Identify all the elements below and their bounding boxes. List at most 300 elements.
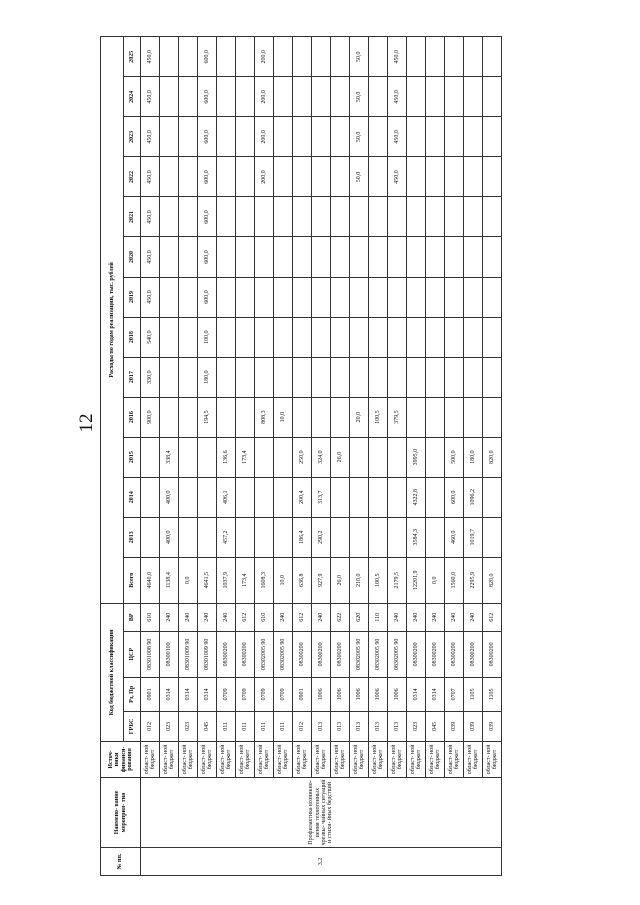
table-cell: 08302005 90 (274, 631, 293, 677)
table-cell (445, 117, 464, 157)
table-cell: 0901 (293, 677, 312, 711)
table-cell (445, 237, 464, 277)
table-cell: 1006 (388, 677, 407, 711)
table-cell (369, 197, 388, 237)
table-cell: 0314 (179, 677, 198, 711)
table-cell: 173,4 (236, 557, 255, 603)
table-cell (217, 237, 236, 277)
table-cell (369, 477, 388, 517)
funding-source: област- ной бюджет (331, 741, 350, 777)
table-cell (312, 397, 331, 437)
table-cell: 600,0 (198, 277, 217, 317)
table-cell: 12201,9 (407, 557, 426, 603)
table-cell (407, 197, 426, 237)
table-cell: 379,5 (388, 397, 407, 437)
table-cell (293, 157, 312, 197)
table-cell (160, 37, 179, 77)
table-cell (274, 117, 293, 157)
table-cell: 460,0 (445, 517, 464, 557)
table-cell (331, 117, 350, 157)
table-cell: 1006 (350, 677, 369, 711)
table-cell (198, 437, 217, 477)
col-header: Рз, Пр (124, 677, 141, 711)
table-cell (217, 357, 236, 397)
table-cell: 1608,3 (255, 557, 274, 603)
table-cell (445, 277, 464, 317)
table-cell (236, 357, 255, 397)
table-cell (255, 317, 274, 357)
table-cell (274, 37, 293, 77)
table-cell (179, 517, 198, 557)
table-cell (179, 237, 198, 277)
table-cell: 08300200 (464, 631, 483, 677)
col-header: 2022 (124, 157, 141, 197)
table-cell: 180,0 (198, 357, 217, 397)
table-cell: 0314 (198, 677, 217, 711)
table-cell: 2179,5 (388, 557, 407, 603)
table-cell: 240 (426, 603, 445, 631)
table-cell: 0314 (407, 677, 426, 711)
table-cell (312, 157, 331, 197)
table-cell (141, 477, 160, 517)
table-cell: 927,9 (312, 557, 331, 603)
table-cell: 240 (160, 603, 179, 631)
header-expenses: Расходы по годам реализации, тыс. рублей (101, 37, 124, 604)
table-cell: 10,0 (274, 557, 293, 603)
table-cell: 500,0 (445, 437, 464, 477)
measure-name: Профилактика возникно- вения техногенных чрезвы- чайных ситуаций и стихи- йных бедствий (141, 777, 502, 847)
table-cell (331, 317, 350, 357)
table-cell (179, 317, 198, 357)
table-row (312, 37, 331, 876)
table-cell (483, 197, 502, 237)
table-row (369, 37, 388, 876)
table-cell (160, 117, 179, 157)
table-cell (426, 277, 445, 317)
table-cell (236, 277, 255, 317)
table-cell: 011 (236, 711, 255, 741)
table-cell (388, 357, 407, 397)
table-cell (179, 117, 198, 157)
table-cell (274, 517, 293, 557)
table-cell: 50,0 (350, 157, 369, 197)
table-cell (407, 77, 426, 117)
funding-source: област- ной бюджет (274, 741, 293, 777)
table-cell: 612 (236, 603, 255, 631)
table-cell: 1006 (369, 677, 388, 711)
table-cell (236, 117, 255, 157)
table-cell: 620 (350, 603, 369, 631)
table-cell (236, 77, 255, 117)
table-cell: 406,1 (217, 477, 236, 517)
table-cell: 50,0 (350, 37, 369, 77)
table-cell (464, 77, 483, 117)
table-cell (369, 517, 388, 557)
funding-source: област- ной бюджет (179, 741, 198, 777)
table-cell (407, 117, 426, 157)
table-cell: 250,0 (293, 437, 312, 477)
table-cell (369, 277, 388, 317)
table-cell (293, 77, 312, 117)
table-cell (255, 277, 274, 317)
table-cell (369, 37, 388, 77)
table-cell: 450,0 (141, 157, 160, 197)
table-cell (369, 157, 388, 197)
table-cell (312, 277, 331, 317)
table-cell: 039 (483, 711, 502, 741)
funding-source: област- ной бюджет (445, 741, 464, 777)
table-cell (388, 517, 407, 557)
table-cell (331, 237, 350, 277)
col-header: 2016 (124, 397, 141, 437)
table-cell (217, 77, 236, 117)
table-cell: 450,0 (388, 117, 407, 157)
table-cell: 023 (407, 711, 426, 741)
table-cell: 08302005 90 (350, 631, 369, 677)
table-cell (255, 437, 274, 477)
table-cell (407, 37, 426, 77)
table-cell (445, 317, 464, 357)
table-cell (255, 477, 274, 517)
table-cell: 330,0 (141, 357, 160, 397)
table-cell (141, 517, 160, 557)
table-cell (350, 317, 369, 357)
funding-source: област- ной бюджет (407, 741, 426, 777)
table-cell (369, 357, 388, 397)
table-cell: 100,0 (198, 317, 217, 357)
table-cell (388, 237, 407, 277)
table-cell: 26,0 (331, 557, 350, 603)
table-cell: 08300100 (160, 631, 179, 677)
table-cell (312, 357, 331, 397)
table-cell (312, 197, 331, 237)
table-cell: 0,0 (426, 557, 445, 603)
table-cell: 820,0 (483, 437, 502, 477)
table-cell: 2295,9 (464, 557, 483, 603)
col-header: 2024 (124, 77, 141, 117)
table-cell: 0314 (426, 677, 445, 711)
table-cell (426, 197, 445, 237)
table-cell: 10,0 (274, 397, 293, 437)
table-cell: 08300200 (217, 631, 236, 677)
funding-source: област- ной бюджет (217, 741, 236, 777)
table-cell (331, 157, 350, 197)
table-cell: 08300200 (483, 631, 502, 677)
table-cell: 0707 (445, 677, 464, 711)
table-cell: 0709 (236, 677, 255, 711)
table-cell: 1105 (483, 677, 502, 711)
funding-source: област- ной бюджет (255, 741, 274, 777)
table-cell (483, 77, 502, 117)
table-cell: 210,0 (350, 557, 369, 603)
table-cell: 240 (407, 603, 426, 631)
table-cell: 013 (388, 711, 407, 741)
table-cell: 450,0 (141, 197, 160, 237)
table-row (293, 37, 312, 876)
table-cell: 012 (141, 711, 160, 741)
header-budget-code: Код бюджетной классификации (101, 603, 124, 741)
table-cell (217, 37, 236, 77)
table-cell (217, 157, 236, 197)
table-cell: 600,0 (198, 37, 217, 77)
funding-source: област- ной бюджет (293, 741, 312, 777)
table-cell (293, 117, 312, 157)
table-cell (236, 157, 255, 197)
table-row (236, 37, 255, 876)
table-cell: 100,5 (369, 397, 388, 437)
table-cell: 622 (331, 603, 350, 631)
funding-source: област- ной бюджет (350, 741, 369, 777)
table-cell: 023 (160, 711, 179, 741)
table-cell (483, 477, 502, 517)
table-cell (464, 397, 483, 437)
col-header: 2023 (124, 117, 141, 157)
table-cell: 194,5 (198, 397, 217, 437)
table-cell (293, 237, 312, 277)
table-cell (369, 237, 388, 277)
table-cell (293, 397, 312, 437)
table-cell (160, 157, 179, 197)
table-cell: 0,0 (179, 557, 198, 603)
table-cell (179, 477, 198, 517)
table-cell: 600,0 (198, 197, 217, 237)
table-cell: 600,0 (198, 77, 217, 117)
table-cell (426, 77, 445, 117)
table-cell (274, 237, 293, 277)
table-cell (445, 357, 464, 397)
table-cell (179, 37, 198, 77)
table-cell: 0901 (141, 677, 160, 711)
table-cell: 610 (255, 603, 274, 631)
col-header: 2021 (124, 197, 141, 237)
table-cell (407, 357, 426, 397)
table-cell: 0709 (255, 677, 274, 711)
table-cell: 186,4 (293, 517, 312, 557)
table-cell (464, 37, 483, 77)
table-cell: 540,0 (141, 317, 160, 357)
funding-source: област- ной бюджет (312, 741, 331, 777)
table-row (255, 37, 274, 876)
table-cell (426, 317, 445, 357)
table-cell: 1006 (312, 677, 331, 711)
table-cell: 011 (274, 711, 293, 741)
table-cell: 08300200 (331, 631, 350, 677)
table-cell (369, 77, 388, 117)
table-cell: 240 (179, 603, 198, 631)
table-cell (312, 117, 331, 157)
table-cell: 039 (464, 711, 483, 741)
table-cell: 039 (445, 711, 464, 741)
table-cell: 1006 (331, 677, 350, 711)
table-cell: 011 (217, 711, 236, 741)
funding-source: област- ной бюджет (198, 741, 217, 777)
table-cell: 1560,0 (445, 557, 464, 603)
table-cell: 1105 (464, 677, 483, 711)
table-cell (236, 517, 255, 557)
table-cell: 400,0 (160, 477, 179, 517)
budget-table (100, 36, 502, 876)
table-cell: 013 (350, 711, 369, 741)
table-cell (255, 197, 274, 237)
table-cell: 820,0 (483, 557, 502, 603)
table-cell (331, 397, 350, 437)
table-cell (483, 357, 502, 397)
table-cell (445, 37, 464, 77)
table-cell: 012 (293, 711, 312, 741)
table-cell (407, 397, 426, 437)
table-cell (483, 37, 502, 77)
table-cell: 013 (369, 711, 388, 741)
table-cell: 457,2 (217, 517, 236, 557)
table-cell (160, 77, 179, 117)
table-cell: 808,3 (255, 397, 274, 437)
table-cell: 450,0 (141, 277, 160, 317)
table-cell (293, 197, 312, 237)
table-cell (312, 317, 331, 357)
table-cell: 08300200 (312, 631, 331, 677)
table-cell (179, 77, 198, 117)
col-header: 2017 (124, 357, 141, 397)
col-header: 2014 (124, 477, 141, 517)
table-cell: 600,0 (198, 117, 217, 157)
table-cell (426, 397, 445, 437)
table-cell (293, 277, 312, 317)
table-cell (198, 517, 217, 557)
table-cell: 290,2 (312, 517, 331, 557)
table-cell (350, 237, 369, 277)
table-cell: 450,0 (388, 77, 407, 117)
table-cell (293, 317, 312, 357)
table-cell: 08300200 (426, 631, 445, 677)
table-cell (426, 237, 445, 277)
table-cell (388, 477, 407, 517)
table-cell: 450,0 (141, 237, 160, 277)
table-cell (445, 397, 464, 437)
table-cell (293, 357, 312, 397)
table-cell: 1037,9 (217, 557, 236, 603)
col-header: ВР (124, 603, 141, 631)
table-cell (464, 277, 483, 317)
table-cell: 240 (445, 603, 464, 631)
table-cell (331, 37, 350, 77)
table-cell: 173,4 (236, 437, 255, 477)
table-cell (160, 237, 179, 277)
table-cell: 0709 (217, 677, 236, 711)
table-row (464, 37, 483, 876)
table-cell: 50,0 (350, 117, 369, 157)
table-cell: 200,0 (255, 157, 274, 197)
table-cell: 200,0 (255, 117, 274, 157)
table-cell: 0709 (274, 677, 293, 711)
table-cell (426, 477, 445, 517)
table-cell (236, 397, 255, 437)
col-header: ГРБС (124, 711, 141, 741)
table-row (350, 37, 369, 876)
table-cell: 612 (483, 603, 502, 631)
table-cell: 08300200 (293, 631, 312, 677)
table-cell: 100,5 (369, 557, 388, 603)
table-cell: 1019,7 (464, 517, 483, 557)
table-cell: 600,0 (198, 157, 217, 197)
table-cell (369, 317, 388, 357)
table-cell: 1138,4 (160, 557, 179, 603)
funding-source: област- ной бюджет (426, 741, 445, 777)
table-cell (407, 317, 426, 357)
table-cell (179, 277, 198, 317)
table-cell (464, 317, 483, 357)
table-cell (179, 437, 198, 477)
table-cell: 610 (141, 603, 160, 631)
table-cell (141, 437, 160, 477)
funding-source: област- ной бюджет (483, 741, 502, 777)
table-cell: 612 (293, 603, 312, 631)
table-cell: 08300200 (445, 631, 464, 677)
table-cell: 200,0 (255, 77, 274, 117)
table-cell (483, 517, 502, 557)
table-cell: 08300200 (407, 631, 426, 677)
table-cell (426, 37, 445, 77)
table-cell (179, 357, 198, 397)
table-cell (236, 477, 255, 517)
table-cell: 045 (198, 711, 217, 741)
table-row (217, 37, 236, 876)
table-cell: 900,0 (141, 397, 160, 437)
table-cell (445, 77, 464, 117)
table-cell (483, 277, 502, 317)
table-cell: 136,6 (217, 437, 236, 477)
table-cell: 338,4 (160, 437, 179, 477)
col-header: 2013 (124, 517, 141, 557)
table-cell: 08301009 90 (179, 631, 198, 677)
table-cell (369, 437, 388, 477)
table-row (407, 37, 426, 876)
table-row (331, 37, 350, 876)
table-cell (350, 517, 369, 557)
col-header: 2020 (124, 237, 141, 277)
table-cell: 450,0 (141, 77, 160, 117)
table-cell: 045 (426, 711, 445, 741)
funding-source: област- ной бюджет (160, 741, 179, 777)
table-cell (407, 157, 426, 197)
table-cell: 08301009 90 (198, 631, 217, 677)
table-cell (217, 397, 236, 437)
table-cell: 450,0 (141, 37, 160, 77)
table-cell (179, 397, 198, 437)
table-cell (293, 37, 312, 77)
table-cell (331, 197, 350, 237)
table-cell: 240 (312, 603, 331, 631)
table-cell (274, 437, 293, 477)
table-cell (388, 317, 407, 357)
table-cell (407, 237, 426, 277)
table-cell (445, 197, 464, 237)
table-row (274, 37, 293, 876)
table-cell (312, 37, 331, 77)
table-cell (255, 357, 274, 397)
table-cell (388, 437, 407, 477)
table-cell: 08301008 90 (141, 631, 160, 677)
table-cell: 450,0 (388, 37, 407, 77)
funding-source: област- ной бюджет (236, 741, 255, 777)
section-number: 3.2 (141, 847, 502, 875)
table-cell (426, 517, 445, 557)
table-cell: 636,8 (293, 557, 312, 603)
table-cell: 08300200 (236, 631, 255, 677)
table-cell (464, 357, 483, 397)
table-cell (350, 197, 369, 237)
table-cell: 200,0 (255, 37, 274, 77)
table-cell: 240 (198, 603, 217, 631)
